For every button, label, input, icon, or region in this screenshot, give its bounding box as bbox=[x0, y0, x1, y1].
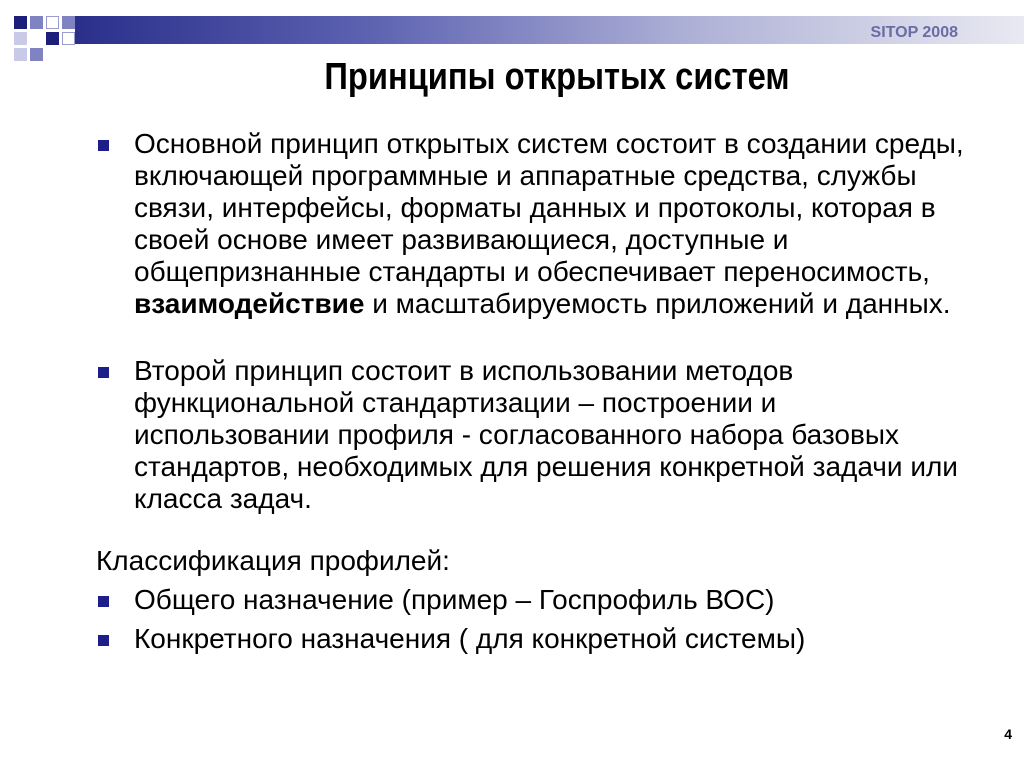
page-number: 4 bbox=[1004, 726, 1012, 742]
decor-square bbox=[46, 16, 59, 29]
decor-square bbox=[30, 48, 43, 61]
slide-title: Принципы открытых систем bbox=[324, 56, 790, 98]
paragraph-text: и масштабируемость приложений и данных. bbox=[364, 288, 951, 319]
paragraph-text: Второй принцип состоит в использовании методов функциональной стандартизации – построении и использовании профиля - согласованного набора базовых стандартов, необходимых для решения конкретной задачи или класса задач. bbox=[134, 355, 958, 514]
profile-item-text: Конкретного назначения ( для конкретной системы) bbox=[134, 623, 806, 654]
classification-label: Классификация профилей: bbox=[96, 545, 450, 576]
emphasis-text: взаимодействие bbox=[134, 288, 365, 319]
decor-square bbox=[46, 32, 59, 45]
decor-square bbox=[62, 32, 75, 45]
brand-label: SITOP 2008 bbox=[870, 24, 958, 41]
square-bullet-icon bbox=[98, 596, 109, 607]
decor-square bbox=[14, 32, 27, 45]
paragraph-text: Основной принцип открытых систем состоит в создании среды, включающей программные и аппаратные средства, службы связи, интерфейсы, форматы данных и протоколы, которая в своей основе имеет развивающиеся, доступные и общепризнанные стандарты и обеспечивает переносимость, bbox=[134, 128, 964, 287]
slide-content bbox=[96, 128, 976, 655]
square-bullet-icon bbox=[98, 140, 109, 151]
profile-item bbox=[96, 623, 976, 655]
decor-square bbox=[62, 16, 75, 29]
decor-square bbox=[14, 16, 27, 29]
square-bullet-icon bbox=[98, 635, 109, 646]
decor-square bbox=[14, 48, 27, 61]
profile-item-text: Общего назначение (пример – Госпрофиль ВОС) bbox=[134, 584, 775, 615]
bullet-paragraph-2 bbox=[96, 355, 976, 515]
bullet-paragraph-1 bbox=[96, 128, 976, 320]
square-bullet-icon bbox=[98, 367, 109, 378]
profile-item bbox=[96, 584, 976, 616]
decor-square bbox=[30, 16, 43, 29]
